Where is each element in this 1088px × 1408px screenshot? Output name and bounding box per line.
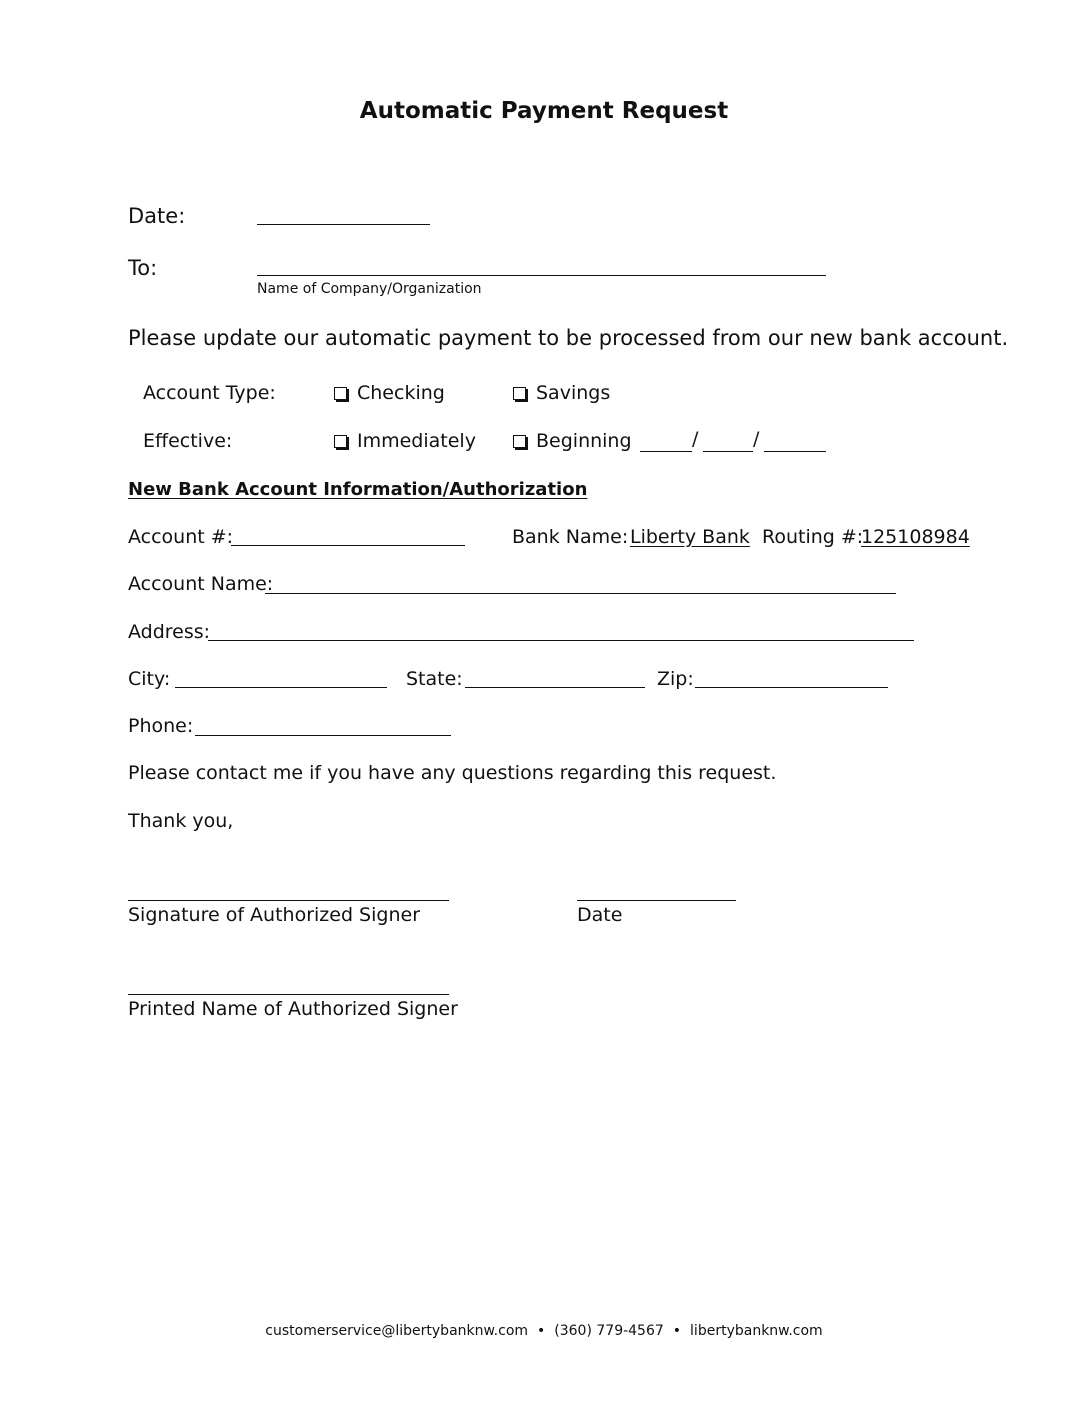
printed-name-caption: Printed Name of Authorized Signer: [128, 998, 458, 1020]
account-name-field-line[interactable]: [265, 593, 896, 594]
city-field-line[interactable]: [175, 687, 387, 688]
signature-caption: Signature of Authorized Signer: [128, 904, 421, 926]
immediately-option[interactable]: [334, 430, 476, 452]
company-name-field-line[interactable]: [257, 275, 826, 276]
effective-label: Effective:: [143, 430, 233, 452]
address-label: Address:: [128, 621, 211, 643]
state-label: State:: [406, 668, 463, 690]
closing-text: Please contact me if you have any questions regarding this request.: [128, 762, 777, 784]
immediately-checkbox[interactable]: [334, 435, 347, 448]
thank-you-text: Thank you,: [128, 810, 234, 832]
savings-checkbox[interactable]: [513, 387, 526, 400]
state-field-line[interactable]: [465, 687, 645, 688]
intro-text: Please update our automatic payment to be processed from our new bank account.: [128, 326, 1009, 350]
to-label: To:: [128, 256, 158, 280]
beginning-month-line[interactable]: [640, 451, 692, 452]
section-heading: New Bank Account Information/Authorization: [128, 479, 588, 500]
footer-email[interactable]: customerservice@libertybanknw.com: [265, 1323, 529, 1339]
signature-date-caption: Date: [577, 904, 623, 926]
zip-field-line[interactable]: [695, 687, 888, 688]
signature-line[interactable]: [128, 900, 449, 901]
phone-label: Phone:: [128, 715, 194, 737]
bank-name-label: Bank Name:: [512, 526, 629, 548]
printed-name-line[interactable]: [128, 994, 449, 995]
signature-date-line[interactable]: [577, 900, 736, 901]
footer-contact: [0, 1323, 1088, 1339]
date-separator-2: /: [753, 428, 760, 450]
zip-label: Zip:: [657, 668, 694, 690]
footer-website[interactable]: libertybanknw.com: [690, 1323, 823, 1339]
beginning-checkbox[interactable]: [513, 435, 526, 448]
form-title: Automatic Payment Request: [359, 98, 729, 124]
footer-phone: (360) 779-4567: [554, 1323, 664, 1339]
date-separator-1: /: [692, 428, 699, 450]
account-number-field-line[interactable]: [231, 545, 465, 546]
date-field-line[interactable]: [257, 224, 430, 225]
address-field-line[interactable]: [208, 640, 914, 641]
immediately-label: Immediately: [357, 430, 476, 452]
beginning-day-line[interactable]: [703, 451, 753, 452]
routing-label: Routing #:: [762, 526, 864, 548]
footer-separator-1: •: [537, 1323, 546, 1339]
account-name-label: Account Name:: [128, 573, 274, 595]
footer-separator-2: •: [672, 1323, 682, 1339]
savings-option[interactable]: [513, 382, 610, 404]
date-label: Date:: [128, 204, 186, 228]
beginning-year-line[interactable]: [764, 451, 826, 452]
routing-value: 125108984: [861, 526, 970, 548]
bank-name-value: Liberty Bank: [630, 526, 750, 548]
account-number-label: Account #:: [128, 526, 234, 548]
checking-checkbox[interactable]: [334, 387, 347, 400]
checking-label: Checking: [357, 382, 445, 404]
city-label: City:: [128, 668, 171, 690]
savings-label: Savings: [536, 382, 611, 404]
beginning-label: Beginning: [536, 430, 632, 452]
beginning-option[interactable]: [513, 430, 632, 452]
checking-option[interactable]: [334, 382, 445, 404]
account-type-label: Account Type:: [143, 382, 276, 404]
phone-field-line[interactable]: [195, 735, 451, 736]
company-name-caption: Name of Company/Organization: [257, 281, 482, 297]
